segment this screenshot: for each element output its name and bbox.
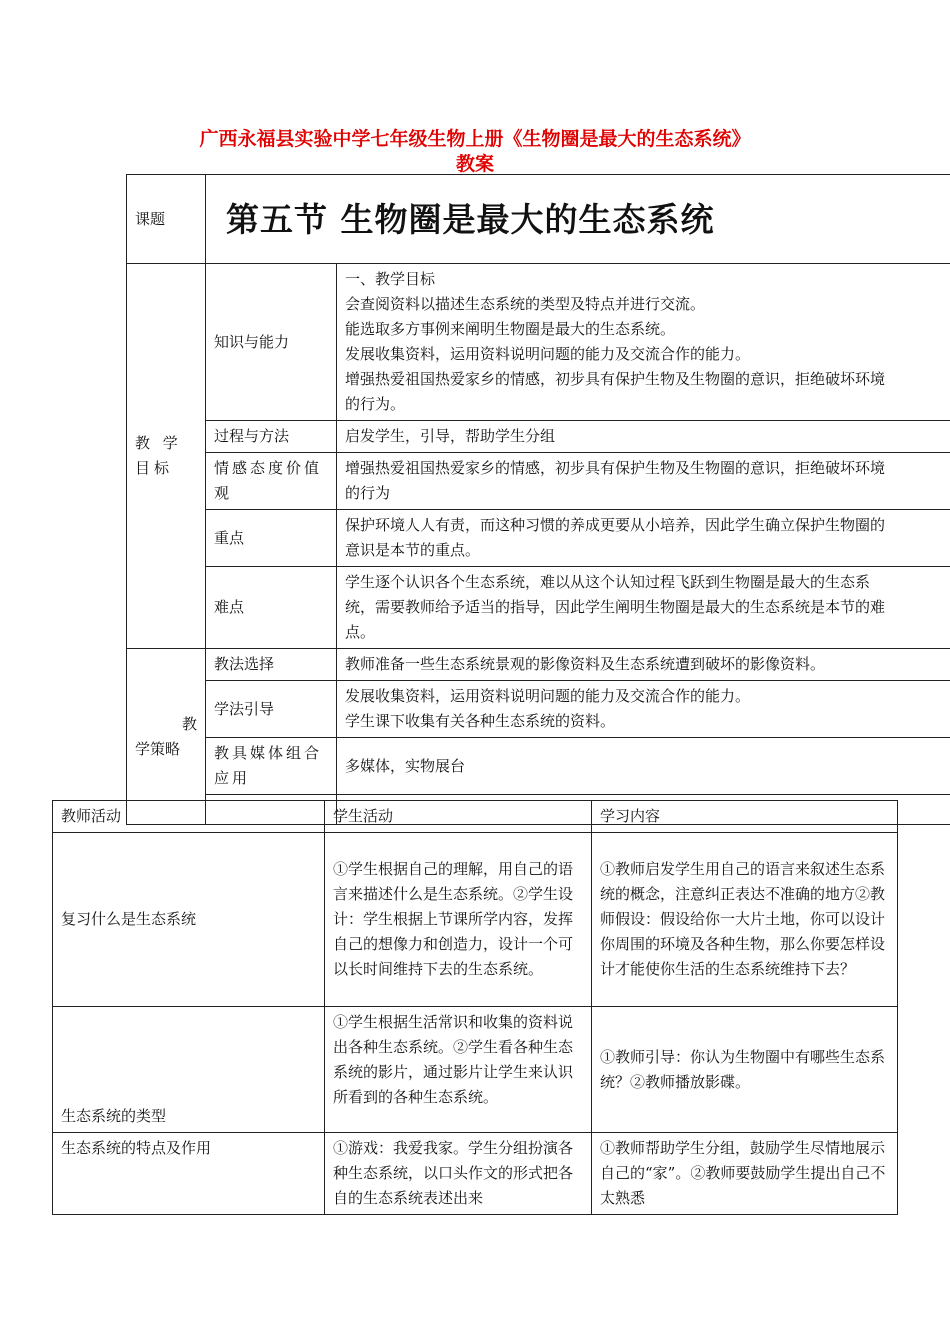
knowledge-line: 会查阅资料以描述生态系统的类型及特点并进行交流。 [345, 295, 706, 313]
key-cell [337, 510, 950, 567]
media-text: 多媒体，实物展台 [337, 738, 950, 795]
document-title-suffix: 教案 [455, 153, 494, 175]
header-content: 学习内容 [592, 801, 898, 833]
study-line: 发展收集资料，运用资料说明问题的能力及交流合作的能力。 [345, 687, 751, 705]
row-content: ①教师引导：你认为生物圈中有哪些生态系统？②教师播放影碟。 [592, 1007, 898, 1133]
difficulty-line: 学生逐个认识各个生态系统，难以从这个认知过程飞跃到生物圈是最大的生态系 [345, 573, 871, 591]
knowledge-line: 增强热爱祖国热爱家乡的情感，初步具有保护生物及生物圈的意识，拒绝破坏环境 [345, 370, 886, 388]
row-student: ①学生根据生活常识和收集的资料说出各种生态系统。②学生看各种生态系统的影片，通过影片让学生来认识所看到的各种生态系统。 [325, 1007, 592, 1133]
emotion-label: 情感态度价值观 [206, 453, 337, 510]
row-content: ①教师帮助学生分组，鼓励学生尽情地展示自己的“家”。②教师要鼓励学生提出自己不太熟悉 [592, 1133, 898, 1215]
header-student: 学生活动 [325, 801, 592, 833]
difficulty-cell [337, 567, 950, 649]
process-text: 启发学生，引导，帮助学生分组 [337, 421, 950, 453]
knowledge-label: 知识与能力 [206, 264, 337, 421]
knowledge-line: 能选取多方事例来阐明生物圈是最大的生态系统。 [345, 320, 676, 338]
key-line: 意识是本节的重点。 [345, 541, 481, 559]
activity-table [52, 800, 898, 1215]
study-line: 学生课下收集有关各种生态系统的资料。 [345, 712, 616, 730]
topic-label: 课题 [127, 175, 206, 264]
row-teacher: 生态系统的特点及作用 [53, 1133, 325, 1215]
strategy-label-2: 学策略 [135, 739, 181, 758]
row-student: ①游戏：我爱我家。学生分组扮演各种生态系统，以口头作文的形式把各自的生态系统表述出来 [325, 1133, 592, 1215]
key-label: 重点 [206, 510, 337, 567]
knowledge-line: 一、教学目标 [345, 270, 436, 288]
row-content: ①教师启发学生用自己的语言来叙述生态系统的概念，注意纠正表达不准确的地方②教师假设：假设给你一大片土地，你可以设计你周围的环境及各种生物，那么你要怎样设计才能使你生活的生态系统维持下去？ [592, 833, 898, 1007]
knowledge-cell [337, 264, 950, 421]
row-teacher: 生态系统的类型 [53, 1007, 325, 1133]
study-label: 学法引导 [206, 681, 337, 738]
knowledge-line: 发展收集资料，运用资料说明问题的能力及交流合作的能力。 [345, 345, 751, 363]
emotion-cell [337, 453, 950, 510]
method-label: 教法选择 [206, 649, 337, 681]
strategy-label-1: 教 [181, 714, 197, 733]
topic-heading: 第五节 生物圈是最大的生态系统 [206, 175, 950, 264]
lesson-plan-table [126, 174, 950, 825]
key-line: 保护环境人人有责，而这种习惯的养成更要从小培养，因此学生确立保护生物圈的 [345, 516, 886, 534]
study-cell [337, 681, 950, 738]
method-text: 教师准备一些生态系统景观的影像资料及生态系统遭到破坏的影像资料。 [337, 649, 950, 681]
difficulty-line: 点。 [345, 623, 376, 641]
media-label: 教具媒体组合应用 [206, 738, 337, 795]
emotion-line: 增强热爱祖国热爱家乡的情感，初步具有保护生物及生物圈的意识，拒绝破坏环境 [345, 459, 886, 477]
strategy-label [127, 649, 206, 825]
difficulty-line: 统，需要教师给予适当的指导，因此学生阐明生物圈是最大的生态系统是本节的难 [345, 598, 886, 616]
row-teacher: 复习什么是生态系统 [53, 833, 325, 1007]
process-label: 过程与方法 [206, 421, 337, 453]
difficulty-label: 难点 [206, 567, 337, 649]
header-teacher: 教师活动 [53, 801, 325, 833]
knowledge-line: 的行为。 [345, 395, 406, 413]
document-title: 广西永福县实验中学七年级生物上册《生物圈是最大的生态系统》 [199, 128, 751, 150]
row-student: ①学生根据自己的理解，用自己的语言来描述什么是生态系统。②学生设计：学生根据上节课所学内容，发挥自己的想像力和创造力，设计一个可以长时间维持下去的生态系统。 [325, 833, 592, 1007]
emotion-line: 的行为 [345, 484, 391, 502]
goals-label: 教 学 目标 [127, 264, 206, 649]
